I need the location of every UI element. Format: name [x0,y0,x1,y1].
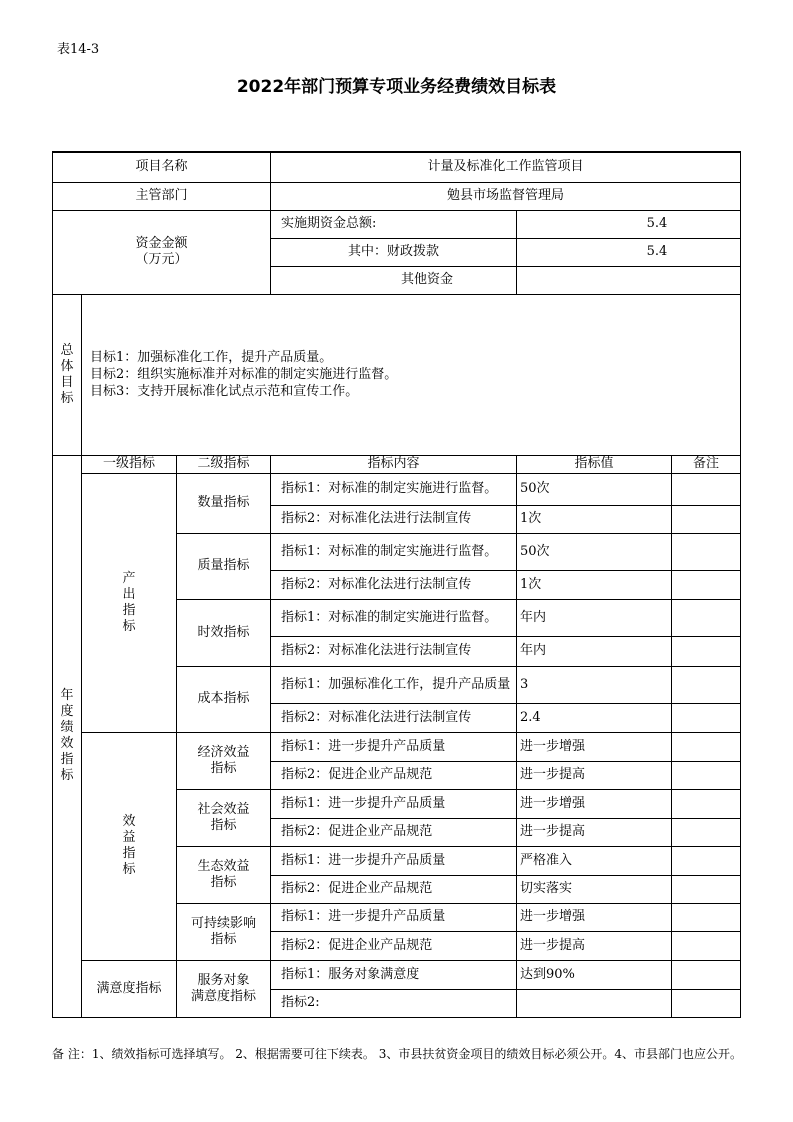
indicator-content: 指标1：对标准的制定实施进行监督。 [271,473,517,505]
indicator-remark [672,846,741,875]
indicator-value: 年内 [517,599,672,636]
indicator-content: 指标1：进一步提升产品质量 [271,903,517,931]
level2-indicator-name [177,903,271,960]
level2-indicator-name-line: 指标 [210,760,237,776]
annual-label-char: 年 [60,688,74,703]
overall-goals-label [53,294,82,455]
level2-indicator-name [177,960,271,1017]
indicator-content: 指标1：进一步提升产品质量 [271,732,517,761]
department-row [53,182,741,210]
department-value: 勉县市场监督管理局 [271,182,741,210]
indicator-header-row [53,455,741,473]
indicator-remark [672,789,741,818]
indicator-content: 指标2：促进企业产品规范 [271,875,517,903]
indicator-value: 达到90% [517,960,672,989]
indicator-remark [672,570,741,599]
indicator-remark [672,473,741,505]
overall-label-char: 标 [60,390,74,406]
indicator-content: 指标1：进一步提升产品质量 [271,789,517,818]
output-indicator-label [82,473,177,732]
annual-label-char: 效 [60,736,74,751]
output-label-char: 标 [122,618,136,634]
indicator-remark [672,989,741,1017]
indicator-content: 指标1：进一步提升产品质量 [271,846,517,875]
indicator-value: 进一步增强 [517,903,672,931]
overall-label-char: 体 [60,358,74,374]
indicator-value: 切实落实 [517,875,672,903]
indicator-remark [672,666,741,703]
output-label-char: 出 [122,586,136,602]
indicator-value: 进一步提高 [517,761,672,789]
indicator-value: 50次 [517,533,672,570]
level2-indicator-name-line: 社会效益 [197,801,250,817]
indicator-value: 进一步增强 [517,789,672,818]
footer-note: 备 注：1、绩效指标可选择填写。 2、根据需要可往下续表。 3、市县扶贫资金项目的绩效目标必须公开。4、市县部门也应公开。 [52,1047,742,1061]
fund-amount-label-line2: （万元） [135,252,188,267]
level2-indicator-name-line: 生态效益 [197,858,250,874]
overall-goals-content [82,294,741,455]
fund-other-value [517,266,741,294]
indicator-row [53,473,741,505]
indicator-value: 严格准入 [517,846,672,875]
overall-goal-item: 目标2：组织实施标准并对标准的制定实施进行监督。 [90,367,398,382]
annual-label-char: 指 [60,752,74,767]
fund-amount-label [53,210,271,294]
level2-indicator-name [177,732,271,789]
indicator-content: 指标1：对标准的制定实施进行监督。 [271,599,517,636]
level2-indicator-name-line: 指标 [210,874,237,890]
indicator-remark [672,818,741,846]
benefit-label-char: 指 [122,846,136,861]
level2-indicator-name-line: 指标 [210,817,237,833]
department-label: 主管部门 [53,182,271,210]
fund-amount-label-line1: 资金金额 [135,236,188,251]
fund-total-label: 实施期资金总额: [271,210,517,238]
indicator-remark [672,703,741,732]
indicator-content: 指标2：对标准化法进行法制宣传 [271,505,517,533]
annual-indicators-label [53,455,82,1017]
indicator-row [53,732,741,761]
indicator-value: 进一步增强 [517,732,672,761]
annual-label-char: 度 [60,704,74,719]
level2-indicator-name-line: 服务对象 [197,972,250,988]
level2-indicator-name [177,533,271,599]
indicator-remark [672,960,741,989]
indicator-value: 3 [517,666,672,703]
annual-label-char: 绩 [60,720,74,735]
benefit-label-char: 效 [122,814,136,829]
project-name-label: 项目名称 [53,152,271,182]
level2-indicator-name [177,473,271,533]
indicator-content: 指标2：促进企业产品规范 [271,818,517,846]
level2-indicator-name-line: 质量指标 [197,558,250,573]
indicator-content: 指标2：促进企业产品规范 [271,761,517,789]
level2-indicator-name-line: 成本指标 [197,691,250,706]
level2-indicator-name-line: 指标 [210,931,237,947]
indicator-value: 1次 [517,505,672,533]
indicator-value [517,989,672,1017]
satisfaction-indicator-label: 满意度指标 [82,960,177,1017]
indicator-content: 指标2：对标准化法进行法制宣传 [271,636,517,666]
fund-finance-value: 5.4 [517,238,741,266]
performance-target-table [52,151,741,1018]
indicator-content: 指标2：促进企业产品规范 [271,931,517,960]
indicator-content: 指标2：对标准化法进行法制宣传 [271,703,517,732]
overall-label-char: 总 [60,342,74,358]
indicator-value: 年内 [517,636,672,666]
indicator-remark [672,505,741,533]
header-remark: 备注 [672,455,741,473]
annual-label-char: 标 [60,768,74,783]
indicator-content: 指标2: [271,989,517,1017]
indicator-remark [672,903,741,931]
level2-indicator-name [177,666,271,732]
indicator-remark [672,732,741,761]
fund-total-row [53,210,741,238]
output-label-char: 产 [122,570,136,586]
indicator-value: 1次 [517,570,672,599]
header-level2: 二级指标 [177,455,271,473]
level2-indicator-name-line: 数量指标 [197,495,250,510]
level2-indicator-name-line: 可持续影响 [190,915,256,931]
indicator-remark [672,875,741,903]
level2-indicator-name-line: 时效指标 [197,624,250,640]
benefit-label-char: 标 [122,862,136,877]
level2-indicator-name-line: 经济效益 [197,744,250,760]
fund-total-value: 5.4 [517,210,741,238]
overall-label-char: 目 [60,374,74,390]
header-content: 指标内容 [271,455,517,473]
level2-indicator-name [177,599,271,666]
project-name-row [53,152,741,182]
output-label-char: 指 [122,602,136,618]
indicator-content: 指标1：服务对象满意度 [271,960,517,989]
document-title: 2022年部门预算专项业务经费绩效目标表 [236,77,557,97]
indicator-content: 指标2：对标准化法进行法制宣传 [271,570,517,599]
indicator-value: 进一步提高 [517,818,672,846]
header-level1: 一级指标 [82,455,177,473]
header-value: 指标值 [517,455,672,473]
indicator-value: 50次 [517,473,672,505]
benefit-label-char: 益 [122,830,136,845]
indicator-remark [672,599,741,636]
indicator-remark [672,636,741,666]
table-number: 表14-3 [57,42,100,57]
overall-goal-item: 目标3：支持开展标准化试点示范和宣传工作。 [90,384,359,399]
level2-indicator-name [177,789,271,846]
project-name-value: 计量及标准化工作监管项目 [271,152,741,182]
indicator-value: 2.4 [517,703,672,732]
indicator-remark [672,761,741,789]
fund-other-label: 其他资金 [271,266,517,294]
indicator-content: 指标1：加强标准化工作，提升产品质量 [271,666,517,703]
indicator-row [53,960,741,989]
indicator-remark [672,931,741,960]
indicator-content: 指标1：对标准的制定实施进行监督。 [271,533,517,570]
benefit-indicator-label [82,732,177,960]
fund-finance-label: 其中：财政拨款 [271,238,517,266]
level2-indicator-name [177,846,271,903]
indicator-remark [672,533,741,570]
overall-goal-item: 目标1：加强标准化工作，提升产品质量。 [90,350,333,365]
level2-indicator-name-line: 满意度指标 [190,988,256,1004]
overall-goals-row [53,294,741,455]
indicator-value: 进一步提高 [517,931,672,960]
